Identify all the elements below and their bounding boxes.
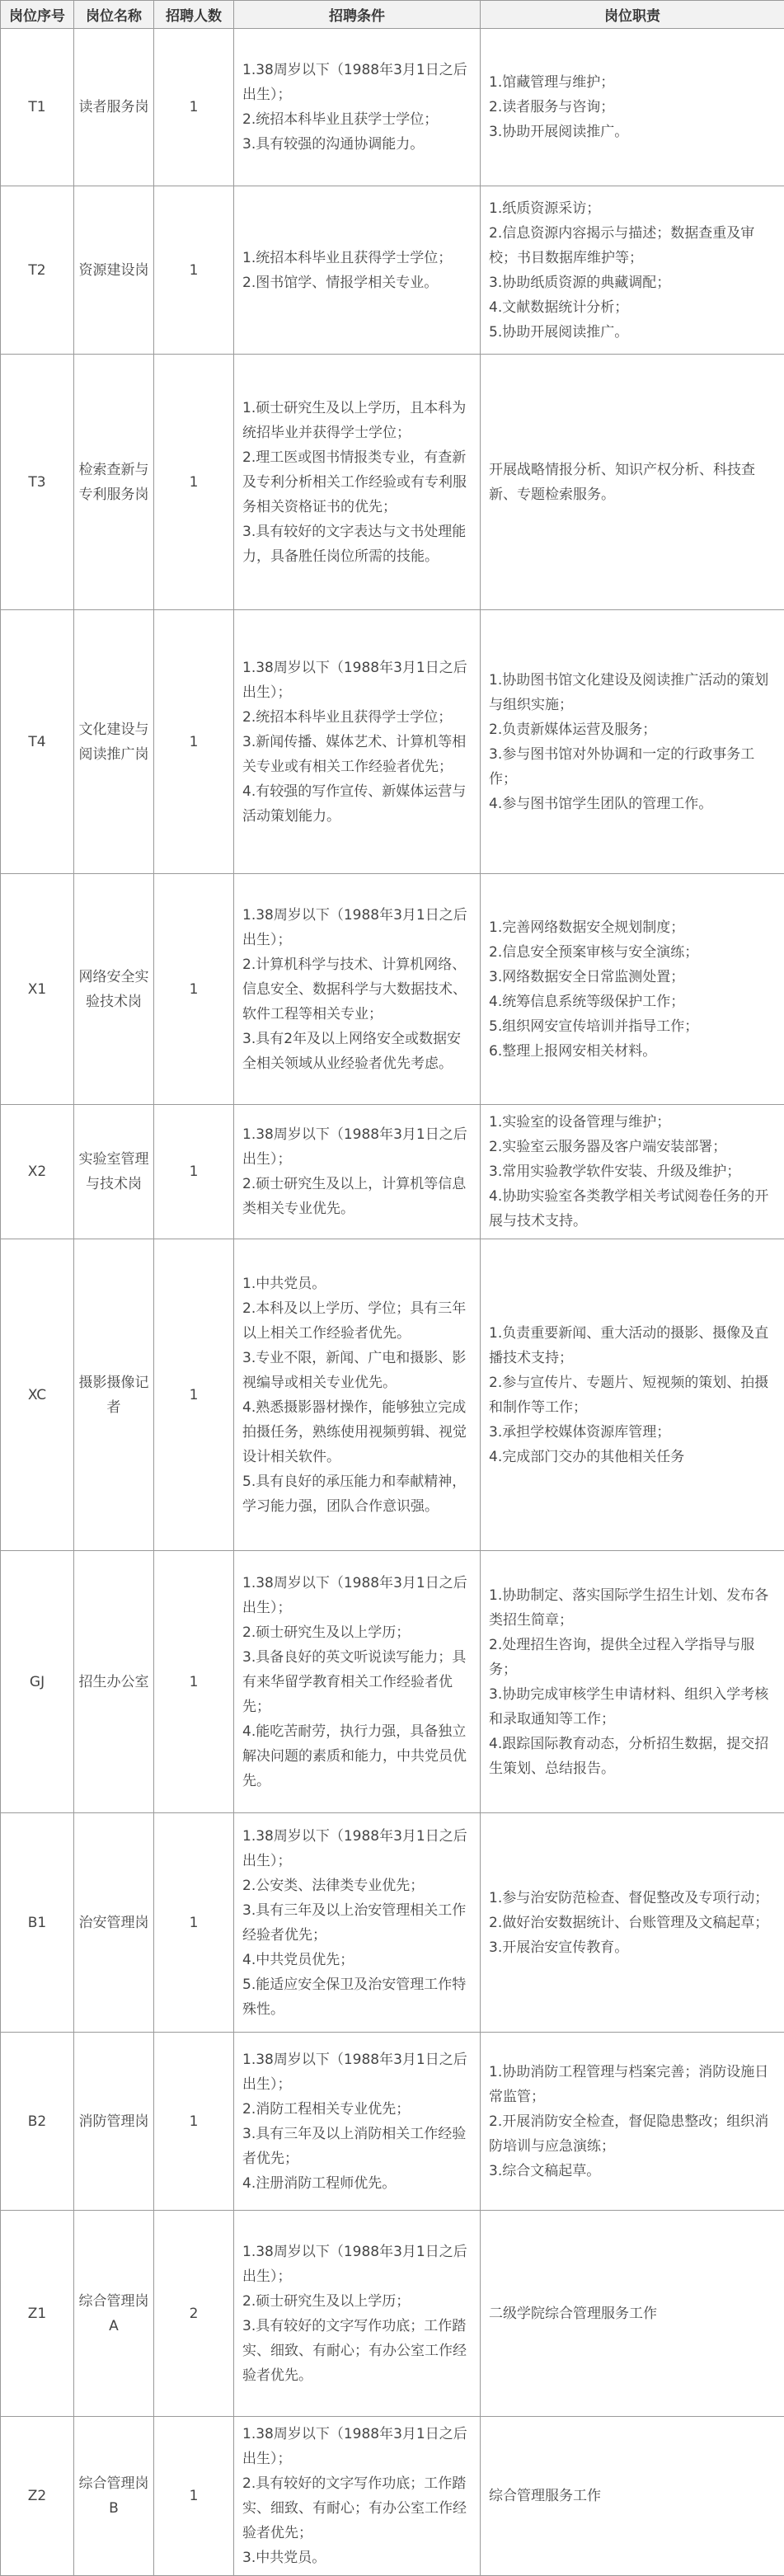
- requirement-item: 1.38周岁以下（1988年3月1日之后出生）；: [242, 1824, 472, 1873]
- requirements-cell: [234, 29, 481, 186]
- requirement-item: 4.能吃苦耐劳，执行力强，具备独立解决问题的素质和能力，中共党员优先。: [242, 1719, 472, 1793]
- table-row: [1, 1813, 784, 2033]
- duty-item: 3.承担学校媒体资源库管理；: [489, 1420, 776, 1445]
- position-code: XC: [1, 1239, 74, 1551]
- position-code: B2: [1, 2033, 74, 2211]
- table-row: [1, 2033, 784, 2211]
- duty-item: 4.跟踪国际教育动态，分析招生数据，提交招生策划、总结报告。: [489, 1732, 776, 1781]
- requirement-item: 3.具有三年及以上治安管理相关工作经验者优先；: [242, 1898, 472, 1948]
- position-name: 文化建设与阅读推广岗: [74, 610, 154, 874]
- requirement-item: 4.熟悉摄影器材操作，能够独立完成拍摄任务，熟练使用视频剪辑、视觉设计相关软件。: [242, 1395, 472, 1469]
- duty-item: 4.统筹信息系统等级保护工作；: [489, 990, 776, 1014]
- header-requirements: 招聘条件: [234, 1, 481, 29]
- requirement-item: 2.计算机科学与技术、计算机网络、信息安全、数据科学与大数据技术、软件工程等相关专业；: [242, 952, 472, 1027]
- table-row: [1, 1105, 784, 1239]
- requirement-item: 3.具有较好的文字写作功底；工作踏实、细致、有耐心；有办公室工作经验者优先。: [242, 2314, 472, 2388]
- hire-count: 2: [154, 2211, 234, 2417]
- table-body: [1, 29, 784, 2576]
- requirement-item: 1.统招本科毕业且获得学士学位；: [242, 246, 472, 270]
- duty-item: 开展战略情报分析、知识产权分析、科技查新、专题检索服务。: [489, 458, 776, 507]
- hire-count: 1: [154, 29, 234, 186]
- duties-cell: [481, 1813, 784, 2033]
- duties-cell: [481, 1551, 784, 1813]
- table-row: [1, 1551, 784, 1813]
- position-name: 网络安全实验技术岗: [74, 874, 154, 1105]
- duty-item: 6.整理上报网安相关材料。: [489, 1039, 776, 1064]
- requirement-item: 2.硕士研究生及以上学历；: [242, 2289, 472, 2314]
- duty-item: 3.开展治安宣传教育。: [489, 1935, 776, 1960]
- position-code: B1: [1, 1813, 74, 2033]
- duties-cell: [481, 1105, 784, 1239]
- duty-item: 2.开展消防安全检查，督促隐患整改；组织消防培训与应急演练；: [489, 2109, 776, 2159]
- duties-cell: [481, 2211, 784, 2417]
- position-code: X1: [1, 874, 74, 1105]
- position-name: 读者服务岗: [74, 29, 154, 186]
- duty-item: 1.参与治安防范检查、督促整改及专项行动；: [489, 1886, 776, 1911]
- duties-cell: [481, 2417, 784, 2576]
- requirement-item: 3.专业不限，新闻、广电和摄影、影视编导或相关专业优先。: [242, 1346, 472, 1395]
- requirement-item: 1.38周岁以下（1988年3月1日之后出生）；: [242, 903, 472, 952]
- requirement-item: 1.38周岁以下（1988年3月1日之后出生）；: [242, 2422, 472, 2471]
- requirement-item: 3.具有较强的沟通协调能力。: [242, 132, 472, 157]
- duty-item: 3.常用实验教学软件安装、升级及维护；: [489, 1159, 776, 1184]
- requirement-item: 2.具有较好的文字写作功底；工作踏实、细致、有耐心；有办公室工作经验者优先；: [242, 2471, 472, 2545]
- table-row: [1, 874, 784, 1105]
- header-count: 招聘人数: [154, 1, 234, 29]
- requirement-item: 4.中共党员优先；: [242, 1948, 472, 1972]
- duty-item: 2.处理招生咨询，提供全过程入学指导与服务；: [489, 1633, 776, 1682]
- requirements-cell: [234, 186, 481, 355]
- position-name: 招生办公室: [74, 1551, 154, 1813]
- requirement-item: 5.能适应安全保卫及治安管理工作特殊性。: [242, 1972, 472, 2022]
- position-name: 综合管理岗A: [74, 2211, 154, 2417]
- duty-item: 1.纸质资源采访；: [489, 196, 776, 221]
- duty-item: 3.网络数据安全日常监测处置；: [489, 965, 776, 990]
- hire-count: 1: [154, 610, 234, 874]
- duty-item: 1.完善网络数据安全规划制度；: [489, 915, 776, 940]
- hire-count: 1: [154, 1105, 234, 1239]
- position-name: 综合管理岗B: [74, 2417, 154, 2576]
- position-code: Z1: [1, 2211, 74, 2417]
- requirement-item: 1.38周岁以下（1988年3月1日之后出生）；: [242, 656, 472, 705]
- table-row: [1, 2211, 784, 2417]
- table-row: [1, 1239, 784, 1551]
- position-code: Z2: [1, 2417, 74, 2576]
- duty-item: 3.参与图书馆对外协调和一定的行政事务工作；: [489, 742, 776, 792]
- requirement-item: 3.具有三年及以上消防相关工作经验者优先；: [242, 2122, 472, 2171]
- duty-item: 综合管理服务工作: [489, 2484, 776, 2508]
- hire-count: 1: [154, 2417, 234, 2576]
- duty-item: 5.组织网安宣传培训并指导工作；: [489, 1014, 776, 1039]
- hire-count: 1: [154, 1551, 234, 1813]
- hire-count: 1: [154, 355, 234, 610]
- position-name: 资源建设岗: [74, 186, 154, 355]
- requirements-cell: [234, 1239, 481, 1551]
- requirements-cell: [234, 874, 481, 1105]
- duty-item: 1.协助图书馆文化建设及阅读推广活动的策划与组织实施；: [489, 668, 776, 717]
- requirement-item: 1.中共党员。: [242, 1272, 472, 1296]
- duty-item: 1.协助消防工程管理与档案完善；消防设施日常监管；: [489, 2060, 776, 2109]
- requirement-item: 2.硕士研究生及以上，计算机等信息类相关专业优先。: [242, 1172, 472, 1221]
- duty-item: 4.文献数据统计分析；: [489, 295, 776, 320]
- duty-item: 2.做好治安数据统计、台账管理及文稿起草；: [489, 1911, 776, 1935]
- header-row: [1, 1, 784, 29]
- requirement-item: 2.图书馆学、情报学相关专业。: [242, 270, 472, 295]
- duty-item: 4.参与图书馆学生团队的管理工作。: [489, 792, 776, 816]
- duties-cell: [481, 355, 784, 610]
- duty-item: 2.负责新媒体运营及服务；: [489, 717, 776, 742]
- requirements-cell: [234, 1551, 481, 1813]
- duty-item: 4.完成部门交办的其他相关任务: [489, 1445, 776, 1469]
- requirement-item: 2.消防工程相关专业优先；: [242, 2097, 472, 2122]
- position-name: 摄影摄像记者: [74, 1239, 154, 1551]
- requirement-item: 2.统招本科毕业且获学士学位；: [242, 107, 472, 132]
- requirement-item: 4.有较强的写作宣传、新媒体运营与活动策划能力。: [242, 779, 472, 829]
- hire-count: 1: [154, 186, 234, 355]
- requirements-cell: [234, 2417, 481, 2576]
- requirements-cell: [234, 1813, 481, 2033]
- position-name: 检索查新与专利服务岗: [74, 355, 154, 610]
- duties-cell: [481, 1239, 784, 1551]
- requirements-cell: [234, 355, 481, 610]
- requirement-item: 3.新闻传播、媒体艺术、计算机等相关专业或有相关工作经验者优先；: [242, 730, 472, 779]
- position-code: T2: [1, 186, 74, 355]
- duty-item: 3.协助纸质资源的典藏调配；: [489, 270, 776, 295]
- requirement-item: 2.统招本科毕业且获得学士学位；: [242, 705, 472, 730]
- requirement-item: 5.具有良好的承压能力和奉献精神，学习能力强，团队合作意识强。: [242, 1469, 472, 1519]
- requirement-item: 4.注册消防工程师优先。: [242, 2171, 472, 2196]
- requirements-cell: [234, 1105, 481, 1239]
- duties-cell: [481, 29, 784, 186]
- requirement-item: 1.38周岁以下（1988年3月1日之后出生）；: [242, 58, 472, 107]
- requirement-item: 2.本科及以上学历、学位；具有三年以上相关工作经验者优先。: [242, 1296, 472, 1346]
- position-code: X2: [1, 1105, 74, 1239]
- table-row: [1, 355, 784, 610]
- hire-count: 1: [154, 2033, 234, 2211]
- position-code: T4: [1, 610, 74, 874]
- requirements-cell: [234, 610, 481, 874]
- duty-item: 1.馆藏管理与维护；: [489, 70, 776, 95]
- duty-item: 2.信息资源内容揭示与描述；数据查重及审校；书目数据库维护等；: [489, 221, 776, 270]
- position-name: 消防管理岗: [74, 2033, 154, 2211]
- duty-item: 2.实验室云服务器及客户端安装部署；: [489, 1135, 776, 1159]
- duty-item: 2.信息安全预案审核与安全演练；: [489, 940, 776, 965]
- header-name: 岗位名称: [74, 1, 154, 29]
- duty-item: 1.协助制定、落实国际学生招生计划、发布各类招生简章；: [489, 1583, 776, 1633]
- requirement-item: 2.理工医或图书情报类专业，有查新及专利分析相关工作经验或有专利服务相关资格证书的优先；: [242, 445, 472, 519]
- requirement-item: 2.硕士研究生及以上学历；: [242, 1620, 472, 1645]
- requirement-item: 1.38周岁以下（1988年3月1日之后出生）；: [242, 1122, 472, 1172]
- hire-count: 1: [154, 1239, 234, 1551]
- duty-item: 2.参与宣传片、专题片、短视频的策划、拍摄和制作等工作；: [489, 1370, 776, 1420]
- requirement-item: 1.38周岁以下（1988年3月1日之后出生）；: [242, 2047, 472, 2097]
- duty-item: 5.协助开展阅读推广。: [489, 320, 776, 345]
- duty-item: 3.综合文稿起草。: [489, 2159, 776, 2183]
- requirement-item: 3.具有较好的文字表达与文书处理能力，具备胜任岗位所需的技能。: [242, 519, 472, 569]
- duties-cell: [481, 2033, 784, 2211]
- duty-item: 2.读者服务与咨询；: [489, 95, 776, 120]
- requirement-item: 1.38周岁以下（1988年3月1日之后出生）；: [242, 1571, 472, 1620]
- position-code: T3: [1, 355, 74, 610]
- requirements-cell: [234, 2211, 481, 2417]
- duties-cell: [481, 186, 784, 355]
- duty-item: 二级学院综合管理服务工作: [489, 2301, 776, 2326]
- table-row: [1, 29, 784, 186]
- duties-cell: [481, 874, 784, 1105]
- requirement-item: 3.具有2年及以上网络安全或数据安全相关领域从业经验者优先考虑。: [242, 1027, 472, 1076]
- hire-count: 1: [154, 1813, 234, 2033]
- hire-count: 1: [154, 874, 234, 1105]
- duties-cell: [481, 610, 784, 874]
- table-header: [1, 1, 784, 29]
- header-duties: 岗位职责: [481, 1, 784, 29]
- duty-item: 1.负责重要新闻、重大活动的摄影、摄像及直播技术支持；: [489, 1321, 776, 1370]
- table-row: [1, 610, 784, 874]
- requirement-item: 1.硕士研究生及以上学历，且本科为统招毕业并获得学士学位；: [242, 396, 472, 445]
- position-name: 实验室管理与技术岗: [74, 1105, 154, 1239]
- requirement-item: 3.中共党员。: [242, 2545, 472, 2570]
- requirements-cell: [234, 2033, 481, 2211]
- header-code: 岗位序号: [1, 1, 74, 29]
- table-row: [1, 2417, 784, 2576]
- position-code: T1: [1, 29, 74, 186]
- requirement-item: 2.公安类、法律类专业优先；: [242, 1873, 472, 1898]
- table-row: [1, 186, 784, 355]
- duty-item: 3.协助开展阅读推广。: [489, 120, 776, 144]
- duty-item: 4.协助实验室各类教学相关考试阅卷任务的开展与技术支持。: [489, 1184, 776, 1234]
- position-code: GJ: [1, 1551, 74, 1813]
- duty-item: 1.实验室的设备管理与维护；: [489, 1110, 776, 1135]
- position-name: 治安管理岗: [74, 1813, 154, 2033]
- duty-item: 3.协助完成审核学生申请材料、组织入学考核和录取通知等工作；: [489, 1682, 776, 1732]
- requirement-item: 3.具备良好的英文听说读写能力；具有来华留学教育相关工作经验者优先；: [242, 1645, 472, 1719]
- requirement-item: 1.38周岁以下（1988年3月1日之后出生）；: [242, 2240, 472, 2289]
